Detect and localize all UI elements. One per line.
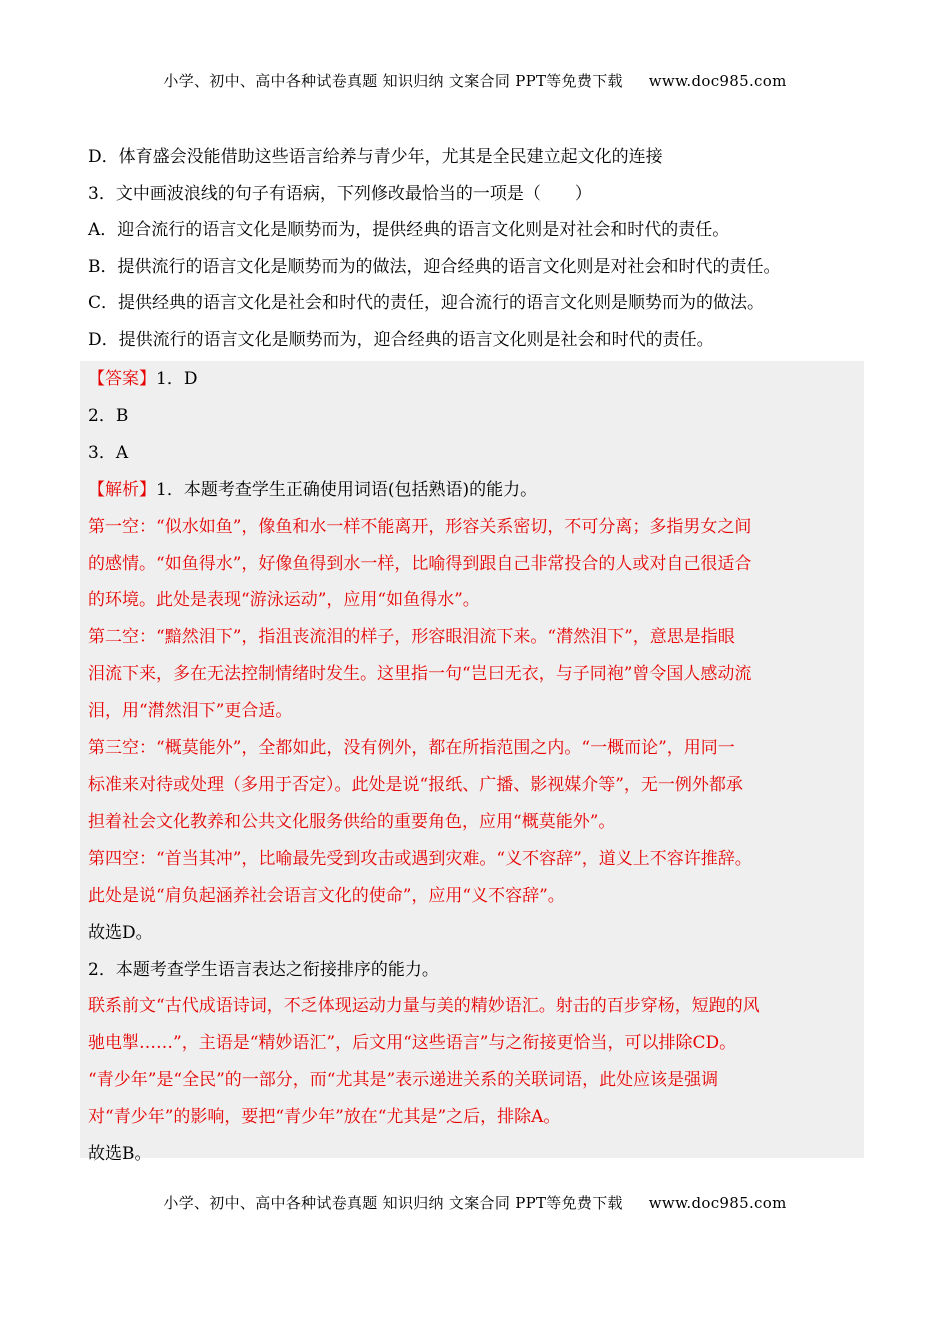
analysis-red-line: 此处是说“肩负起涵养社会语言文化的使命”，应用“义不容辞”。	[88, 885, 565, 906]
analysis-2: 2．本题考查学生语言表达之衔接排序的能力。	[88, 959, 439, 980]
analysis-tag: 【解析】	[88, 479, 156, 500]
analysis-red-line: 第二空：“黯然泪下”，指沮丧流泪的样子，形容眼泪流下来。“潸然泪下”，意思是指眼	[88, 627, 735, 648]
analysis-red-line: 对“青少年”的影响，要把“青少年”放在“尤其是”之后，排除A。	[88, 1107, 561, 1128]
page-footer	[0, 1192, 950, 1213]
answer-2: 2．B	[88, 405, 129, 426]
analysis-line-1	[88, 472, 864, 509]
option-a: A．迎合流行的语言文化是顺势而为，提供经典的语言文化则是对社会和时代的责任。	[88, 220, 730, 240]
analysis-red-line: 标准来对待或处理（多用于否定）。此处是说“报纸、广播、影视媒介等”，无一例外都承	[88, 774, 743, 795]
analysis-red-line: 的感情。“如鱼得水”，好像鱼得到水一样，比喻得到跟自己非常投合的人或对自己很适合	[88, 553, 752, 574]
answer-3: 3．A	[88, 442, 129, 463]
analysis-red-line: 驰电掣……”，主语是“精妙语汇”，后文用“这些语言”与之衔接更恰当，可以排除CD。	[88, 1033, 737, 1054]
analysis-red-line: 泪流下来，多在无法控制情绪时发生。这里指一句“岂曰无衣，与子同袍”曾令国人感动流	[88, 664, 752, 685]
analysis-red-line: 第一空：“似水如鱼”，像鱼和水一样不能离开，形容关系密切，不可分离；多指男女之间	[88, 516, 752, 537]
answer-line-1	[88, 361, 864, 398]
option-d-prev: D．体育盛会没能借助这些语言给养与青少年，尤其是全民建立起文化的连接	[88, 147, 663, 167]
page-header	[0, 70, 950, 91]
analysis-red-line: 联系前文“古代成语诗词，不乏体现运动力量与美的精妙语汇。射击的百步穿杨，短跑的风	[88, 996, 760, 1017]
option-c: C．提供经典的语言文化是社会和时代的责任，迎合流行的语言文化则是顺势而为的做法。	[88, 293, 765, 313]
analysis-red-line: 担着社会文化教养和公共文化服务供给的重要角色，应用“概莫能外”。	[88, 811, 616, 832]
answer-section	[88, 361, 864, 1173]
analysis-red-line: 泪，用“潸然泪下”更合适。	[88, 701, 293, 722]
analysis-red-line: “青少年”是“全民”的一部分，而“尤其是”表示递进关系的关联词语，此处应该是强调	[88, 1070, 719, 1091]
option-d: D．提供流行的语言文化是顺势而为，迎合经典的语言文化则是社会和时代的责任。	[88, 329, 714, 350]
conclusion-2: 故选B。	[88, 1144, 152, 1165]
answer-1: 1．D	[156, 369, 198, 389]
analysis-red-line: 的环境。此处是表现“游泳运动”，应用“如鱼得水”。	[88, 590, 480, 611]
answer-tag: 【答案】	[88, 369, 156, 389]
footer-text: 小学、初中、高中各种试卷真题 知识归纳 文案合同 PPT等免费下载	[163, 1194, 623, 1212]
header-text: 小学、初中、高中各种试卷真题 知识归纳 文案合同 PPT等免费下载	[163, 72, 623, 90]
analysis-red-line: 第三空：“概莫能外”，全都如此，没有例外，都在所指范围之内。“一概而论”，用同一	[88, 738, 735, 759]
footer-site: www.doc985.com	[648, 1194, 787, 1212]
question-3-stem: 3．文中画波浪线的句子有语病，下列修改最恰当的一项是（ ）	[88, 183, 592, 204]
analysis-red-line: 第四空：“首当其冲”，比喻最先受到攻击或遇到灾难。“义不容辞”，道义上不容许推辞。	[88, 848, 752, 869]
question-section	[88, 139, 878, 358]
analysis-1: 1．本题考查学生正确使用词语(包括熟语)的能力。	[156, 479, 538, 500]
header-site: www.doc985.com	[648, 72, 787, 90]
conclusion-1: 故选D。	[88, 922, 153, 943]
option-b: B．提供流行的语言文化是顺势而为的做法，迎合经典的语言文化则是对社会和时代的责任。	[88, 256, 781, 277]
